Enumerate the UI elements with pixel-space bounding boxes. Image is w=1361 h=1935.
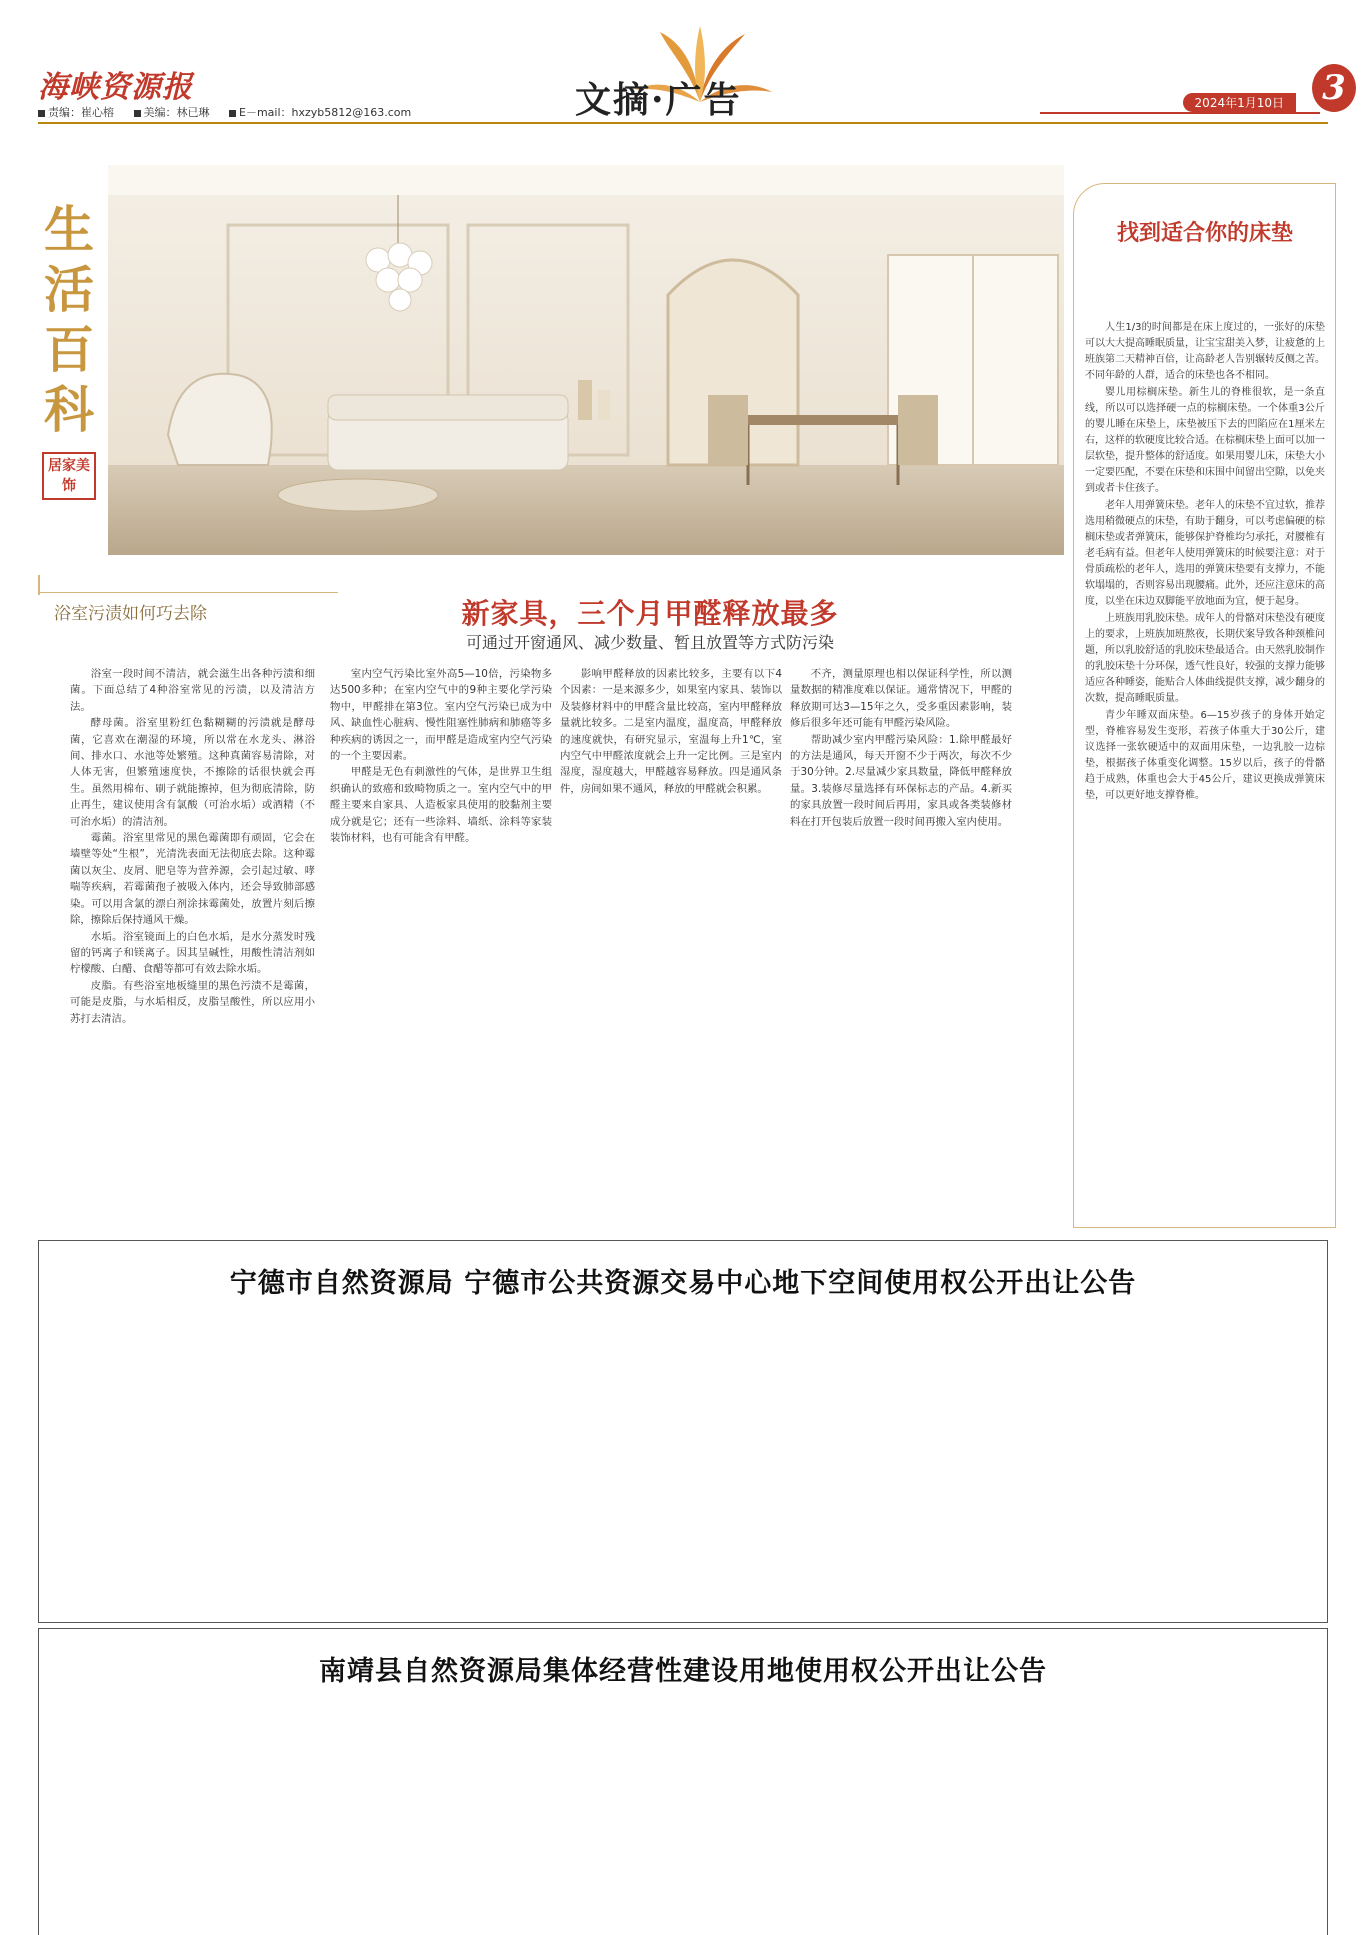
paragraph: 老年人用弹簧床垫。老年人的床垫不宜过软，推荐选用稍微硬点的床垫，有助于翻身，可以考虑偏硬的棕榈床垫或者弹簧床，能够保护脊椎均匀承托，对腰椎有老毛病有益。但老年人使用弹簧床的时候要注意：对于骨质疏松的老年人，选用的弹簧床垫要有支撑力，不能软塌塌的，否则容易出现腰痛。此外，还应注意床的高度，以坐在床边双脚能平放地面为宜，便于起身。 xyxy=(1085,500,1325,607)
life-encyclopedia-column xyxy=(38,200,100,540)
bathroom-article-body xyxy=(70,666,315,1126)
formaldehyde-subheadline: 可通过开窗通风、减少数量、暂且放置等方式防污染 xyxy=(465,633,834,652)
editor-line xyxy=(38,104,427,120)
notice-title: 宁德市自然资源局 宁德市公共资源交易中心地下空间使用权公开出让公告 xyxy=(229,1268,1137,1299)
paragraph: 影响甲醛释放的因素比较多，主要有以下4个因素：一是来源多少，如果室内家具、装饰以及装修材料中的甲醛含量比较高，室内甲醛释放量就比较多。二是室内温度，温度高，甲醛释放的速度就快，有研究显示，室温每上升1℃，室内空气中甲醛浓度就会上升一定比例。三是室内湿度，湿度越大，甲醛越容易释放。四是通风条件，房间如果不通风，释放的甲醛就会积累。 xyxy=(560,668,782,795)
notice-title: 南靖县自然资源局集体经营性建设用地使用权公开出让公告 xyxy=(319,1656,1047,1687)
paragraph: 浴室一段时间不清洁，就会滋生出各种污渍和细菌。下面总结了4种浴室常见的污渍，以及清洁方法。 xyxy=(70,668,315,713)
formaldehyde-column-3 xyxy=(790,666,1012,1126)
paragraph: 婴儿用棕榈床垫。新生儿的脊椎很软，是一条直线，所以可以选择硬一点的棕榈床垫。一个体重3公斤的婴儿睡在床垫上，床垫被压下去的凹陷应在1厘米左右，这样的软硬度比较合适。在棕榈床垫上面可以加一层软垫，提升整体的舒适度。如果用婴儿床，床垫大小一定要匹配，不要在床垫和床围中间留出空隙，以免夹到或者卡住孩子。 xyxy=(1085,387,1325,494)
paragraph: 霉菌。浴室里常见的黑色霉菌即有顽固，它会在墙壁等处“生根”，光清洗表面无法彻底去除。这种霉菌以灰尘、皮屑、肥皂等为营养源，会引起过敏、哮喘等疾病，若霉菌孢子被吸入体内，还会导致肺部感染。可以用含氯的漂白剂涂抹霉菌处，放置片刻后擦除，擦除后保持通风干燥。 xyxy=(70,832,315,927)
formaldehyde-headline: 新家具，三个月甲醛释放最多 xyxy=(461,597,839,630)
paragraph: 皮脂。有些浴室地板缝里的黑色污渍不是霉菌，可能是皮脂，与水垢相反，皮脂呈酸性，所以应用小苏打去清洁。 xyxy=(70,979,315,1025)
paragraph: 甲醛是无色有刺激性的气体，是世界卫生组织确认的致癌和致畸物质之一。室内空气中的甲醛主要来自家具、人造板家具使用的胶黏剂主要成分就是它；还有一些涂料、墙纸、涂料等家装装饰材料，也有可能含有甲醛。 xyxy=(330,766,552,845)
paragraph: 上班族用乳胶床垫。成年人的骨骼对床垫没有硬度上的要求，上班族加班熬夜，长期伏案导致各种颈椎问题，所以乳胶舒适的乳胶床垫最适合。由天然乳胶制作的乳胶床垫十分环保，透气性良好，较强的支撑力能够适应各种睡姿，能贴合人体曲线提供支撑，减少翻身的次数，提高睡眠质量。 xyxy=(1085,613,1325,704)
date-rule xyxy=(1040,92,1320,114)
masthead xyxy=(0,0,1361,122)
notice-ningde-underground-space xyxy=(38,1240,1328,1623)
issue-date: 2024年1月10日 xyxy=(1183,93,1296,112)
formaldehyde-column-2 xyxy=(560,666,782,1126)
email-credit: E－mail：hxzyb5812@163.com xyxy=(229,106,419,119)
mattress-article-body xyxy=(1085,320,1325,1210)
paragraph: 帮助减少室内甲醛污染风险：1.除甲醛最好的方法是通风，每天开窗不少于两次，每次不少于30分钟。2.尽量减少家具数量，降低甲醛释放量。3.装修尽量选择有环保标志的产品。4.新买的家具放置一段时间后再用，家具或各类装修材料在打开包装后放置一段时间再搬入室内使用。 xyxy=(790,733,1012,828)
paragraph: 人生1/3的时间都是在床上度过的，一张好的床垫可以大大提高睡眠质量，让宝宝甜美入梦，让疲惫的上班族第二天精神百倍，让高龄老人告别辗转反侧之苦。不同年龄的人群，适合的床垫也各不相同。 xyxy=(1085,322,1325,381)
paragraph: 酵母菌。浴室里粉红色黏糊糊的污渍就是酵母菌，它喜欢在潮湿的环境，所以常在水龙头、淋浴间、排水口、水池等处繁殖。这种真菌容易清除，对人体无害，但繁殖速度快，不擦除的话很快就会再生。虽然用棉布、刷子就能擦掉，但为彻底清除，防止再生，建议使用含有氯酸（可治水垢）或酒精（不可治水垢）的清洁剂。 xyxy=(70,717,315,828)
page-number-badge: 3 xyxy=(1312,64,1356,112)
section-title: 文摘·广告 xyxy=(575,79,742,121)
life-encyclopedia-title: 生 活 百 科 xyxy=(44,200,94,439)
paragraph: 不齐，测量原理也相以保证科学性，所以测量数据的精准度难以保证。通常情况下，甲醛的释放期可达3—15年之久，受多重因素影响，装修后很多年还可能有甲醛污染风险。 xyxy=(790,668,1012,730)
top-rule xyxy=(38,122,1328,124)
newspaper-brand: 海峡资源报 xyxy=(38,70,193,105)
designer-credit: 美编：林已琳 xyxy=(134,106,218,119)
paragraph: 室内空气污染比室外高5—10倍，污染物多达500多种；在室内空气中的9种主要化学污染物中，甲醛排在第3位。室内空气污染已成为中风、缺血性心脏病、慢性阻塞性肺病和肺癌等多种疾病的诱因之一，而甲醛是造成室内空气污染的一个主要因素。 xyxy=(330,668,552,763)
living-room-photo xyxy=(108,165,1064,555)
interior-illustration xyxy=(108,165,1064,555)
home-decor-badge: 居家美饰 xyxy=(42,452,96,500)
paragraph: 青少年睡双面床垫。6—15岁孩子的身体开始定型，脊椎容易发生变形，若孩子体重大于30公斤，建议选择一张软硬适中的双面用床垫，一边乳胶一边棕垫，根据孩子体重变化调整。15岁以后，孩子的骨骼趋于成熟，体重也会大于45公斤，建议更换成弹簧床垫，可以更好地支撑脊椎。 xyxy=(1085,710,1325,801)
paragraph: 水垢。浴室镜面上的白色水垢，是水分蒸发时残留的钙离子和镁离子。因其呈碱性，用酸性清洁剂如柠檬酸、白醋、食醋等都可有效去除水垢。 xyxy=(70,930,315,976)
editor-credit: 责编：崔心榕 xyxy=(38,106,122,119)
bathroom-article-title: 浴室污渍如何巧去除 xyxy=(38,592,338,624)
notice-nanjing-collective-land xyxy=(38,1628,1328,1935)
mattress-article-title: 找到适合你的床垫 xyxy=(1116,221,1293,246)
formaldehyde-column-1 xyxy=(330,666,552,1126)
